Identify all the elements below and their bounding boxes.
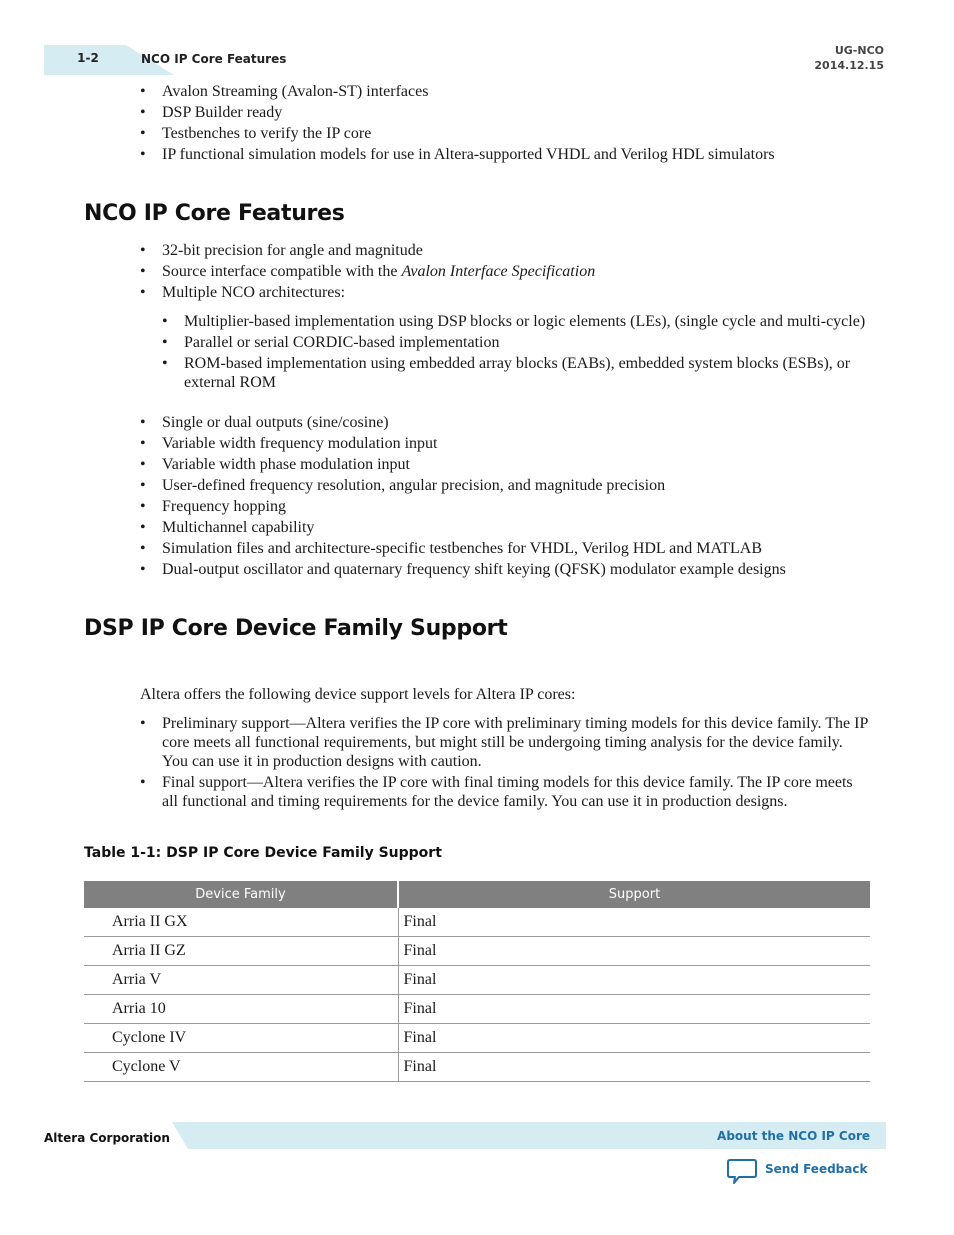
doc-date: 2014.12.15 <box>814 59 884 72</box>
support-levels-list <box>162 714 872 813</box>
column-header-support: Support <box>398 881 870 908</box>
support-cell: Final <box>398 937 870 966</box>
chapter-link[interactable]: About the NCO IP Core <box>717 1129 870 1143</box>
list-item: • Variable width frequency modulation input <box>162 434 872 453</box>
list-item: • Parallel or serial CORDIC-based implementation <box>184 333 872 352</box>
table-header-row <box>84 881 870 908</box>
device-family-cell: Cyclone IV <box>84 1024 398 1053</box>
support-cell: Final <box>398 1024 870 1053</box>
spec-reference: Avalon Interface Specification <box>401 263 596 280</box>
support-cell: Final <box>398 1053 870 1082</box>
company-name: Altera Corporation <box>44 1131 170 1145</box>
table-row <box>84 966 870 995</box>
list-item <box>162 262 872 281</box>
list-item: • Testbenches to verify the IP core <box>162 124 872 143</box>
device-family-cell: Arria II GZ <box>84 937 398 966</box>
support-cell: Final <box>398 966 870 995</box>
table-row <box>84 908 870 937</box>
support-cell: Final <box>398 908 870 937</box>
list-item: • Variable width phase modulation input <box>162 455 872 474</box>
list-item: • DSP Builder ready <box>162 103 872 122</box>
list-item: • 32-bit precision for angle and magnitude <box>162 241 872 260</box>
list-item: • Multichannel capability <box>162 518 872 537</box>
device-family-cell: Arria II GX <box>84 908 398 937</box>
list-item: • Dual-output oscillator and quaternary frequency shift keying (QFSK) modulator example designs <box>162 560 872 579</box>
features-list-rest <box>162 413 872 581</box>
features-list-top <box>162 241 872 304</box>
doc-info <box>814 43 884 73</box>
features-heading: NCO IP Core Features <box>84 201 345 226</box>
list-item: • Preliminary support—Altera verifies the IP core with preliminary timing models for this device family. The IP core meets all functional requirements, but might still be undergoing timing analysis for the device family. You can use it in production designs with caution. <box>162 714 872 771</box>
page-number: 1-2 <box>77 51 99 65</box>
support-heading: DSP IP Core Device Family Support <box>84 616 508 641</box>
table-row <box>84 937 870 966</box>
column-header-device-family: Device Family <box>84 881 398 908</box>
feedback-icon[interactable] <box>727 1158 757 1186</box>
table-caption: Table 1-1: DSP IP Core Device Family Support <box>84 845 442 861</box>
list-item: • Simulation files and architecture-specific testbenches for VHDL, Verilog HDL and MATLAB <box>162 539 872 558</box>
send-feedback-link[interactable]: Send Feedback <box>765 1162 868 1176</box>
device-family-cell: Arria 10 <box>84 995 398 1024</box>
intro-list <box>162 82 872 166</box>
list-item: • Multiple NCO architectures: <box>162 283 872 302</box>
running-title: NCO IP Core Features <box>141 52 287 66</box>
device-family-cell: Cyclone V <box>84 1053 398 1082</box>
list-item: • Multiplier-based implementation using DSP blocks or logic elements (LEs), (single cycle and multi-cycle) <box>184 312 872 331</box>
support-intro: Altera offers the following device support levels for Altera IP cores: <box>140 686 576 703</box>
device-support-table <box>84 881 870 1082</box>
list-item: • Avalon Streaming (Avalon-ST) interfaces <box>162 82 872 101</box>
list-item: • User-defined frequency resolution, angular precision, and magnitude precision <box>162 476 872 495</box>
list-item: • Single or dual outputs (sine/cosine) <box>162 413 872 432</box>
doc-id: UG-NCO <box>834 44 884 57</box>
list-item: • Final support—Altera verifies the IP core with final timing models for this device family. The IP core meets all functional and timing requirements for the device family. You can use it in production designs. <box>162 773 872 811</box>
table-row <box>84 1024 870 1053</box>
support-cell: Final <box>398 995 870 1024</box>
list-item-text: Source interface compatible with the <box>162 263 402 280</box>
table-row <box>84 1053 870 1082</box>
table-row <box>84 995 870 1024</box>
architectures-list <box>184 312 872 394</box>
list-item: • Frequency hopping <box>162 497 872 516</box>
list-item: • IP functional simulation models for use in Altera-supported VHDL and Verilog HDL simulators <box>162 145 872 164</box>
device-family-cell: Arria V <box>84 966 398 995</box>
list-item: • ROM-based implementation using embedded array blocks (EABs), embedded system blocks (ESBs), or external ROM <box>184 354 872 392</box>
